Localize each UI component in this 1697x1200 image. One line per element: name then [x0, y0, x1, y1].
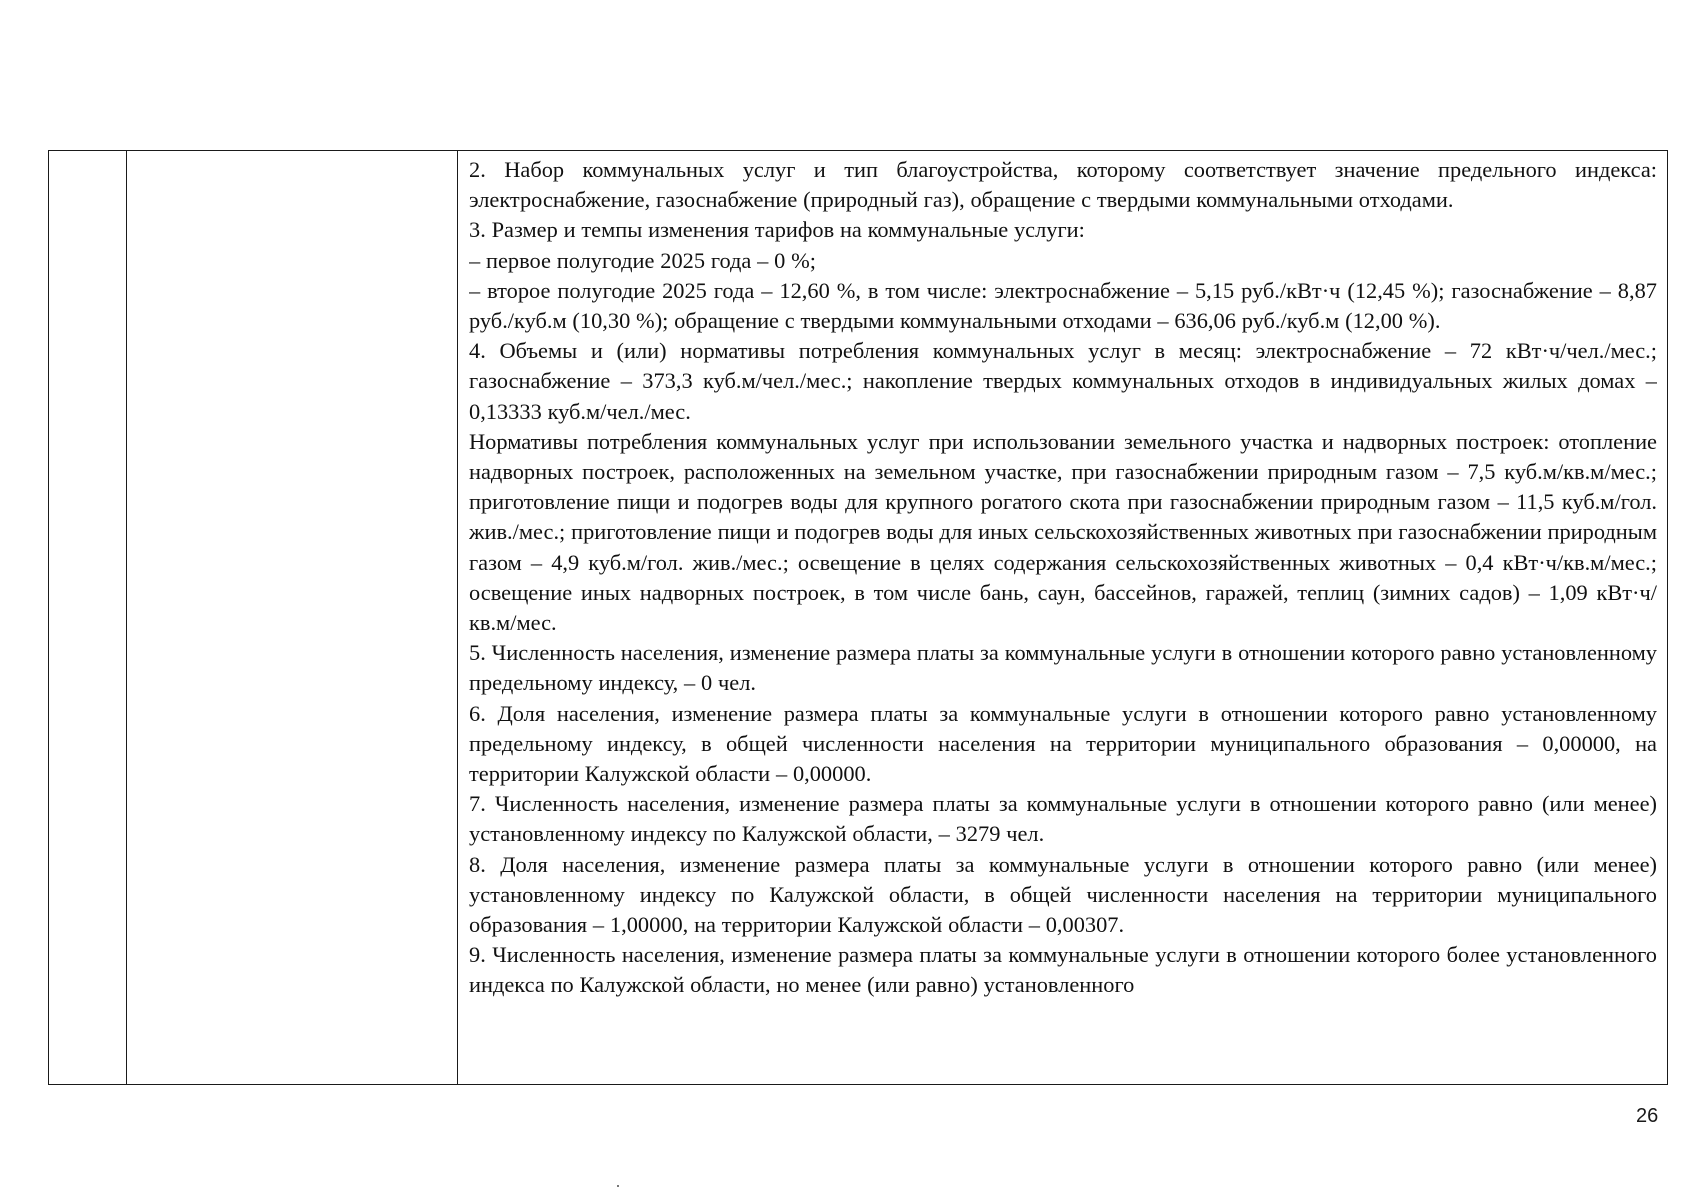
paragraph-6-population-share: 6. Доля населения, изменение размера платы за коммунальные услуги в отношении которого равно установленному предельному индексу, в общей численности населения на территории муниципального образования – 0,00000, на территории Калужской области – 0,00000. — [469, 700, 1657, 787]
column-divider-1 — [126, 151, 127, 1084]
paragraph-5-population-count: 5. Численность населения, изменение размера платы за коммунальные услуги в отношении которого равно установленному предельному индексу, – 0 чел. — [469, 640, 1657, 696]
paragraph-9-population-count-above: 9. Численность населения, изменение размера платы за коммунальные услуги в отношении которого более установленного индекса по Калужской области, но менее (или равно) установленного — [469, 942, 1657, 998]
page-number: 26 — [1636, 1105, 1659, 1127]
paragraph-3-tariff-heading: 3. Размер и темпы изменения тарифов на коммунальные услуги: — [469, 217, 1085, 243]
document-table — [48, 150, 1668, 1085]
paragraph-3-second-half: – второе полугодие 2025 года – 12,60 %, в том числе: электроснабжение – 5,15 руб./кВт·ч (12,45 %); газоснабжение – 8,87 руб./куб.м (10,30 %); обращение с твердыми коммунальными отходами – 636,06 руб./куб.м (12,00 %). — [469, 277, 1657, 334]
paragraph-2-utility-set: 2. Набор коммунальных услуг и тип благоустройства, которому соответствует значение предельного индекса: электроснабжение, газоснабжение (природный газ), обращение с твердыми коммунальными отходами. — [469, 157, 1657, 213]
paragraph-7-population-count-regional: 7. Численность населения, изменение размера платы за коммунальные услуги в отношении которого равно (или менее) установленному индексу по Калужской области, – 3279 чел. — [469, 791, 1657, 847]
paragraph-4-consumption-volumes: 4. Объемы и (или) нормативы потребления коммунальных услуг в месяц: электроснабжение – 72 кВт·ч/чел./мес.; газоснабжение – 373,3 куб.м/чел./мес.; накопление твердых коммунальных отходов в индивидуальных жилых домах – 0,13333 куб.м/чел./мес. — [469, 338, 1657, 424]
scan-speck — [617, 1185, 619, 1187]
table-cell-content — [469, 155, 1657, 1085]
paragraph-4-land-plot-norms: Нормативы потребления коммунальных услуг при использовании земельного участка и надворных построек: отопление надворных построек, расположенных на земельном участке, при газоснабжении природным газом – 7,5 куб.м/кв.м/мес.; приготовление пищи и подогрев воды для крупного рогатого скота при газоснабжении природным газом – 11,5 куб.м/гол. жив./мес.; приготовление пищи и подогрев воды для иных сельскохозяйственных животных при газоснабжении природным газом – 4,9 куб.м/гол. жив./мес.; освещение в целях содержания сельскохозяйственных животных – 0,4 кВт·ч/кв.м/мес.; освещение иных надворных построек, в том числе бань, саун, бассейнов, гаражей, теплиц (зимних садов) – 1,09 кВт·ч/кв.м/мес. — [469, 428, 1657, 636]
column-divider-2 — [457, 151, 458, 1084]
paragraph-3-first-half: – первое полугодие 2025 года – 0 %; — [469, 247, 817, 273]
paragraph-8-population-share-regional: 8. Доля населения, изменение размера платы за коммунальные услуги в отношении которого равно (или менее) установленному индексу по Калужской области, в общей численности населения на территории муниципального образования – 1,00000, на территории Калужской области – 0,00307. — [469, 851, 1657, 938]
